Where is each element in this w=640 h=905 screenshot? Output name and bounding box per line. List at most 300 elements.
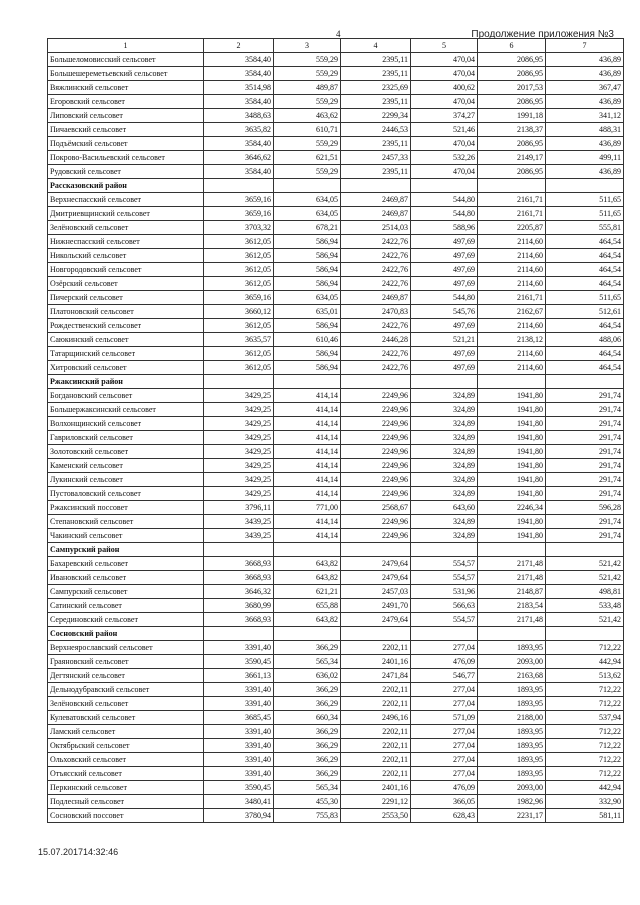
settlement-name: Верхнеярославский сельсовет — [48, 641, 204, 655]
table-row — [48, 753, 624, 767]
value-cell: 3703,32 — [204, 221, 274, 235]
empty-cell — [274, 375, 341, 389]
value-cell: 581,11 — [546, 809, 624, 823]
settlement-name: Перкинский сельсовет — [48, 781, 204, 795]
value-cell: 2446,53 — [341, 123, 411, 137]
value-cell: 366,29 — [274, 739, 341, 753]
value-cell: 3429,25 — [204, 487, 274, 501]
value-cell: 2249,96 — [341, 431, 411, 445]
empty-cell — [274, 179, 341, 193]
value-cell: 655,88 — [274, 599, 341, 613]
table-row — [48, 781, 624, 795]
district-header-row — [48, 375, 624, 389]
value-cell: 2395,11 — [341, 137, 411, 151]
settlement-name: Егоровский сельсовет — [48, 95, 204, 109]
value-cell: 521,46 — [411, 123, 478, 137]
value-cell: 2469,87 — [341, 193, 411, 207]
value-cell: 497,69 — [411, 277, 478, 291]
table-row — [48, 669, 624, 683]
value-cell: 464,54 — [546, 277, 624, 291]
value-cell: 3646,62 — [204, 151, 274, 165]
value-cell: 291,74 — [546, 431, 624, 445]
value-cell: 555,81 — [546, 221, 624, 235]
settlement-name: Сампурский сельсовет — [48, 585, 204, 599]
value-cell: 566,63 — [411, 599, 478, 613]
settlement-name: Платоновский сельсовет — [48, 305, 204, 319]
value-cell: 559,29 — [274, 165, 341, 179]
settlement-name: Никольский сельсовет — [48, 249, 204, 263]
value-cell: 2017,53 — [478, 81, 546, 95]
value-cell: 2325,69 — [341, 81, 411, 95]
value-cell: 2086,95 — [478, 95, 546, 109]
table-row — [48, 151, 624, 165]
value-cell: 2114,60 — [478, 235, 546, 249]
empty-cell — [478, 627, 546, 641]
value-cell: 324,89 — [411, 417, 478, 431]
table-row — [48, 585, 624, 599]
value-cell: 277,04 — [411, 739, 478, 753]
empty-cell — [341, 627, 411, 641]
value-cell: 643,82 — [274, 557, 341, 571]
value-cell: 464,54 — [546, 263, 624, 277]
settlement-name: Дмитриевщинский сельсовет — [48, 207, 204, 221]
value-cell: 2205,87 — [478, 221, 546, 235]
value-cell: 3439,25 — [204, 515, 274, 529]
value-cell: 3646,32 — [204, 585, 274, 599]
table-row — [48, 305, 624, 319]
value-cell: 678,21 — [274, 221, 341, 235]
value-cell: 277,04 — [411, 753, 478, 767]
table-row — [48, 123, 624, 137]
value-cell: 2161,71 — [478, 207, 546, 221]
table-row — [48, 389, 624, 403]
table-header-row — [48, 39, 624, 53]
value-cell: 3590,45 — [204, 655, 274, 669]
value-cell: 586,94 — [274, 319, 341, 333]
value-cell: 2114,60 — [478, 263, 546, 277]
settlement-name: Дельнодубравский сельсовет — [48, 683, 204, 697]
empty-cell — [274, 543, 341, 557]
value-cell: 2171,48 — [478, 613, 546, 627]
table-row — [48, 809, 624, 823]
value-cell: 324,89 — [411, 529, 478, 543]
value-cell: 2246,34 — [478, 501, 546, 515]
value-cell: 2138,12 — [478, 333, 546, 347]
value-cell: 3391,40 — [204, 739, 274, 753]
value-cell: 3668,93 — [204, 613, 274, 627]
value-cell: 2202,11 — [341, 739, 411, 753]
settlement-name: Сатинский сельсовет — [48, 599, 204, 613]
value-cell: 3429,25 — [204, 389, 274, 403]
table-row — [48, 641, 624, 655]
table-row — [48, 501, 624, 515]
column-header: 5 — [411, 39, 478, 53]
value-cell: 436,89 — [546, 165, 624, 179]
value-cell: 3391,40 — [204, 697, 274, 711]
value-cell: 324,89 — [411, 515, 478, 529]
value-cell: 3584,40 — [204, 137, 274, 151]
settlement-name: Ивановский сельсовет — [48, 571, 204, 585]
value-cell: 2422,76 — [341, 347, 411, 361]
settlement-name: Волхонщинский сельсовет — [48, 417, 204, 431]
value-cell: 3488,63 — [204, 109, 274, 123]
table-row — [48, 487, 624, 501]
value-cell: 634,05 — [274, 207, 341, 221]
value-cell: 464,54 — [546, 347, 624, 361]
value-cell: 3668,93 — [204, 557, 274, 571]
value-cell: 2401,16 — [341, 655, 411, 669]
value-cell: 643,60 — [411, 501, 478, 515]
settlement-name: Верхнеспасский сельсовет — [48, 193, 204, 207]
settlement-name: Чакинский сельсовет — [48, 529, 204, 543]
value-cell: 277,04 — [411, 683, 478, 697]
value-cell: 712,22 — [546, 767, 624, 781]
value-cell: 712,22 — [546, 697, 624, 711]
value-cell: 2161,71 — [478, 193, 546, 207]
value-cell: 1893,95 — [478, 641, 546, 655]
table-row — [48, 529, 624, 543]
column-header: 6 — [478, 39, 546, 53]
table-row — [48, 347, 624, 361]
value-cell: 291,74 — [546, 459, 624, 473]
value-cell: 532,26 — [411, 151, 478, 165]
table-row — [48, 81, 624, 95]
settlement-name: Рудовский сельсовет — [48, 165, 204, 179]
value-cell: 2086,95 — [478, 165, 546, 179]
value-cell: 2249,96 — [341, 417, 411, 431]
table-row — [48, 193, 624, 207]
value-cell: 2291,12 — [341, 795, 411, 809]
value-cell: 1982,96 — [478, 795, 546, 809]
settlement-name: Ольховский сельсовет — [48, 753, 204, 767]
value-cell: 497,69 — [411, 235, 478, 249]
district-name: Сосновский район — [48, 627, 204, 641]
value-cell: 3429,25 — [204, 403, 274, 417]
table-row — [48, 249, 624, 263]
settlement-name: Лукинский сельсовет — [48, 473, 204, 487]
value-cell: 511,65 — [546, 207, 624, 221]
value-cell: 1941,80 — [478, 529, 546, 543]
value-cell: 414,14 — [274, 515, 341, 529]
value-cell: 400,62 — [411, 81, 478, 95]
empty-cell — [411, 375, 478, 389]
value-cell: 533,48 — [546, 599, 624, 613]
value-cell: 2471,84 — [341, 669, 411, 683]
value-cell: 586,94 — [274, 263, 341, 277]
value-cell: 291,74 — [546, 473, 624, 487]
empty-cell — [204, 627, 274, 641]
empty-cell — [204, 179, 274, 193]
value-cell: 2202,11 — [341, 683, 411, 697]
settlement-name: Серединовский сельсовет — [48, 613, 204, 627]
settlement-name: Дегтянский сельсовет — [48, 669, 204, 683]
settlement-name: Каменский сельсовет — [48, 459, 204, 473]
value-cell: 3584,40 — [204, 165, 274, 179]
value-cell: 464,54 — [546, 319, 624, 333]
value-cell: 2568,67 — [341, 501, 411, 515]
value-cell: 712,22 — [546, 641, 624, 655]
value-cell: 2249,96 — [341, 515, 411, 529]
settlement-name: Нижнеспасский сельсовет — [48, 235, 204, 249]
value-cell: 1941,80 — [478, 431, 546, 445]
value-cell: 2114,60 — [478, 361, 546, 375]
value-cell: 521,42 — [546, 557, 624, 571]
value-cell: 3668,93 — [204, 571, 274, 585]
value-cell: 3584,40 — [204, 95, 274, 109]
value-cell: 3590,45 — [204, 781, 274, 795]
column-header: 1 — [48, 39, 204, 53]
settlement-name: Зелёновский сельсовет — [48, 221, 204, 235]
settlement-name: Рождественский сельсовет — [48, 319, 204, 333]
value-cell: 488,31 — [546, 123, 624, 137]
value-cell: 2149,17 — [478, 151, 546, 165]
value-cell: 554,57 — [411, 557, 478, 571]
value-cell: 366,29 — [274, 683, 341, 697]
tariff-table — [47, 38, 624, 823]
table-row — [48, 683, 624, 697]
value-cell: 464,54 — [546, 249, 624, 263]
value-cell: 366,29 — [274, 725, 341, 739]
settlement-name: Хитровский сельсовет — [48, 361, 204, 375]
value-cell: 291,74 — [546, 403, 624, 417]
value-cell: 2202,11 — [341, 753, 411, 767]
table-row — [48, 319, 624, 333]
table-row — [48, 53, 624, 67]
value-cell: 2422,76 — [341, 249, 411, 263]
value-cell: 414,14 — [274, 487, 341, 501]
value-cell: 277,04 — [411, 767, 478, 781]
table-row — [48, 515, 624, 529]
value-cell: 2171,48 — [478, 557, 546, 571]
settlement-name: Покрово-Васильевский сельсовет — [48, 151, 204, 165]
value-cell: 1941,80 — [478, 473, 546, 487]
value-cell: 1941,80 — [478, 487, 546, 501]
value-cell: 2202,11 — [341, 725, 411, 739]
appendix-caption: Продолжение приложения №3 — [471, 29, 614, 40]
column-header: 7 — [546, 39, 624, 53]
table-row — [48, 697, 624, 711]
value-cell: 3391,40 — [204, 753, 274, 767]
value-cell: 712,22 — [546, 725, 624, 739]
value-cell: 621,21 — [274, 585, 341, 599]
value-cell: 2422,76 — [341, 263, 411, 277]
value-cell: 470,04 — [411, 95, 478, 109]
value-cell: 2114,60 — [478, 347, 546, 361]
value-cell: 497,69 — [411, 347, 478, 361]
settlement-name: Большержаксинский сельсовет — [48, 403, 204, 417]
value-cell: 2093,00 — [478, 655, 546, 669]
settlement-name: Пустоваловский сельсовет — [48, 487, 204, 501]
value-cell: 436,89 — [546, 137, 624, 151]
value-cell: 366,29 — [274, 641, 341, 655]
value-cell: 546,77 — [411, 669, 478, 683]
column-header: 2 — [204, 39, 274, 53]
table-row — [48, 739, 624, 753]
value-cell: 332,90 — [546, 795, 624, 809]
empty-cell — [341, 179, 411, 193]
value-cell: 2446,28 — [341, 333, 411, 347]
table-row — [48, 795, 624, 809]
empty-cell — [341, 375, 411, 389]
value-cell: 1941,80 — [478, 515, 546, 529]
table-row — [48, 613, 624, 627]
value-cell: 2457,33 — [341, 151, 411, 165]
value-cell: 464,54 — [546, 361, 624, 375]
value-cell: 537,94 — [546, 711, 624, 725]
table-row — [48, 403, 624, 417]
value-cell: 513,62 — [546, 669, 624, 683]
value-cell: 324,89 — [411, 459, 478, 473]
value-cell: 2162,67 — [478, 305, 546, 319]
empty-cell — [546, 179, 624, 193]
settlement-name: Вяжлинский сельсовет — [48, 81, 204, 95]
value-cell: 414,14 — [274, 431, 341, 445]
settlement-name: Отъясский сельсовет — [48, 767, 204, 781]
value-cell: 621,51 — [274, 151, 341, 165]
settlement-name: Степановский сельсовет — [48, 515, 204, 529]
value-cell: 463,62 — [274, 109, 341, 123]
value-cell: 470,04 — [411, 165, 478, 179]
value-cell: 544,80 — [411, 207, 478, 221]
value-cell: 634,05 — [274, 193, 341, 207]
value-cell: 1941,80 — [478, 459, 546, 473]
value-cell: 610,71 — [274, 123, 341, 137]
table-row — [48, 109, 624, 123]
value-cell: 324,89 — [411, 403, 478, 417]
settlement-name: Кулеватовский сельсовет — [48, 711, 204, 725]
print-timestamp: 15.07.201714:32:46 — [38, 847, 119, 857]
empty-cell — [204, 543, 274, 557]
value-cell: 3429,25 — [204, 445, 274, 459]
value-cell: 277,04 — [411, 697, 478, 711]
settlement-name: Зелёновский сельсовет — [48, 697, 204, 711]
table-row — [48, 263, 624, 277]
value-cell: 2093,00 — [478, 781, 546, 795]
value-cell: 3685,45 — [204, 711, 274, 725]
value-cell: 1941,80 — [478, 403, 546, 417]
value-cell: 476,09 — [411, 781, 478, 795]
value-cell: 497,69 — [411, 263, 478, 277]
value-cell: 476,09 — [411, 655, 478, 669]
value-cell: 635,01 — [274, 305, 341, 319]
settlement-name: Озёрский сельсовет — [48, 277, 204, 291]
value-cell: 291,74 — [546, 515, 624, 529]
settlement-name: Пичерский сельсовет — [48, 291, 204, 305]
empty-cell — [478, 375, 546, 389]
value-cell: 545,76 — [411, 305, 478, 319]
value-cell: 1893,95 — [478, 767, 546, 781]
value-cell: 586,94 — [274, 249, 341, 263]
value-cell: 2138,37 — [478, 123, 546, 137]
value-cell: 2231,17 — [478, 809, 546, 823]
settlement-name: Татарщинский сельсовет — [48, 347, 204, 361]
value-cell: 1893,95 — [478, 739, 546, 753]
value-cell: 366,05 — [411, 795, 478, 809]
value-cell: 470,04 — [411, 53, 478, 67]
value-cell: 3612,05 — [204, 249, 274, 263]
value-cell: 1941,80 — [478, 389, 546, 403]
value-cell: 374,27 — [411, 109, 478, 123]
table-row — [48, 137, 624, 151]
value-cell: 559,29 — [274, 95, 341, 109]
value-cell: 3661,13 — [204, 669, 274, 683]
value-cell: 2491,70 — [341, 599, 411, 613]
value-cell: 2114,60 — [478, 277, 546, 291]
value-cell: 2479,64 — [341, 613, 411, 627]
value-cell: 3660,12 — [204, 305, 274, 319]
value-cell: 2514,03 — [341, 221, 411, 235]
table-row — [48, 557, 624, 571]
column-header: 3 — [274, 39, 341, 53]
settlement-name: Ламский сельсовет — [48, 725, 204, 739]
value-cell: 2114,60 — [478, 319, 546, 333]
table-row — [48, 333, 624, 347]
value-cell: 366,29 — [274, 753, 341, 767]
value-cell: 442,94 — [546, 781, 624, 795]
value-cell: 586,94 — [274, 277, 341, 291]
table-row — [48, 711, 624, 725]
value-cell: 643,82 — [274, 613, 341, 627]
value-cell: 497,69 — [411, 319, 478, 333]
value-cell: 324,89 — [411, 431, 478, 445]
value-cell: 2086,95 — [478, 53, 546, 67]
value-cell: 3584,40 — [204, 67, 274, 81]
value-cell: 3391,40 — [204, 683, 274, 697]
value-cell: 2183,54 — [478, 599, 546, 613]
settlement-name: Липовский сельсовет — [48, 109, 204, 123]
value-cell: 277,04 — [411, 641, 478, 655]
value-cell: 498,81 — [546, 585, 624, 599]
value-cell: 712,22 — [546, 683, 624, 697]
value-cell: 291,74 — [546, 529, 624, 543]
value-cell: 436,89 — [546, 53, 624, 67]
district-header-row — [48, 627, 624, 641]
empty-cell — [478, 179, 546, 193]
empty-cell — [546, 543, 624, 557]
value-cell: 2202,11 — [341, 641, 411, 655]
value-cell: 1991,18 — [478, 109, 546, 123]
value-cell: 2114,60 — [478, 249, 546, 263]
value-cell: 2249,96 — [341, 459, 411, 473]
table-row — [48, 221, 624, 235]
page-number: 4 — [336, 29, 341, 39]
settlement-name: Новгородовский сельсовет — [48, 263, 204, 277]
value-cell: 771,00 — [274, 501, 341, 515]
value-cell: 367,47 — [546, 81, 624, 95]
settlement-name: Граяновский сельсовет — [48, 655, 204, 669]
value-cell: 559,29 — [274, 53, 341, 67]
value-cell: 2422,76 — [341, 277, 411, 291]
settlement-name: Подлесный сельсовет — [48, 795, 204, 809]
empty-cell — [478, 543, 546, 557]
value-cell: 521,21 — [411, 333, 478, 347]
value-cell: 341,12 — [546, 109, 624, 123]
value-cell: 2395,11 — [341, 67, 411, 81]
value-cell: 414,14 — [274, 389, 341, 403]
value-cell: 277,04 — [411, 725, 478, 739]
value-cell: 324,89 — [411, 487, 478, 501]
value-cell: 3429,25 — [204, 459, 274, 473]
value-cell: 712,22 — [546, 753, 624, 767]
value-cell: 1893,95 — [478, 697, 546, 711]
district-name: Рассказовский район — [48, 179, 204, 193]
table-row — [48, 235, 624, 249]
table-row — [48, 767, 624, 781]
table-row — [48, 725, 624, 739]
value-cell: 414,14 — [274, 473, 341, 487]
settlement-name: Сосновский поссовет — [48, 809, 204, 823]
value-cell: 3612,05 — [204, 263, 274, 277]
